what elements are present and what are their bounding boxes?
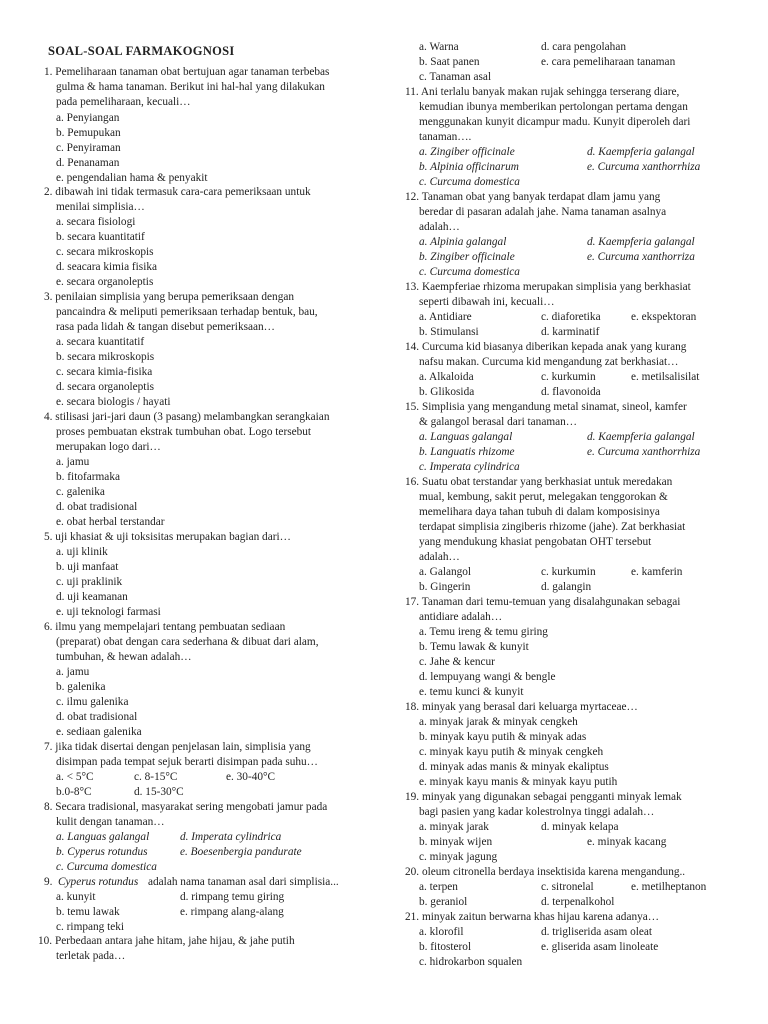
text-line: nafsu makan. Curcuma kid mengandung zat berkhasiat… [419,356,679,368]
text-line: a. Temu ireng & temu giring [419,626,548,638]
text-line: 2. dibawah ini tidak termasuk cara-cara pemeriksaan untuk [44,186,311,198]
text-line: e. cara pemeliharaan tanaman [541,56,676,68]
text-line: 18. minyak yang berasal dari keluarga myrtaceae… [405,701,638,713]
text-line: d. rimpang temu giring [180,891,285,903]
text-line: d. Kaempferia galangal [587,146,695,158]
text-line: c. hidrokarbon squalen [419,956,523,968]
text-line: antidiare adalah… [419,611,503,623]
text-line: a. Warna [419,41,459,53]
text-line: c. ilmu galenika [56,696,129,708]
text-line: e. gliserida asam linoleate [541,941,659,953]
text-line: e. metilheptanon [631,881,707,893]
text-line: d. galangin [541,581,592,593]
text-line: 15. Simplisia yang mengandung metal sinamat, sineol, kamfer [405,401,687,413]
text-line: disimpan pada tempat sejuk berarti disimpan pada suhu… [56,756,318,768]
text-line: b. Alpinia officinarum [419,161,519,173]
text-line: 20. oleum citronella berdaya insektisida karena mengandung.. [405,866,686,878]
text-line: 6. ilmu yang mempelajari tentang pembuatan sediaan [44,621,286,633]
text-line: 21. minyak zaitun berwarna khas hijau karena adanya… [405,911,660,923]
text-line: 16. Suatu obat terstandar yang berkhasiat untuk meredakan [405,476,673,488]
text-line: 9. [44,876,53,888]
text-line: mual, kembung, sakit perut, melegakan tenggorokan & [419,491,668,503]
text-line: e. Boesenbergia pandurate [180,846,302,858]
text-line: b. Zingiber officinale [419,251,515,263]
text-line: c. Curcuma domestica [419,176,520,188]
text-line: e. ekspektoran [631,311,697,323]
text-line: tanaman…. [419,131,472,143]
text-line: a. Penyiangan [56,112,120,124]
text-line: e. Curcuma xanthorrhiza [587,446,701,458]
text-line: d. terpenalkohol [541,896,615,908]
text-line: d. cara pengolahan [541,41,626,53]
text-line: e. minyak kayu manis & minyak kayu putih [419,776,618,788]
text-line: Cyperus rotundus [58,876,139,888]
text-line: c. Penyiraman [56,142,121,154]
text-line: menggunakan kunyit dicampur madu. Kunyit diperoleh dari [419,116,691,128]
text-line: c. secara mikroskopis [56,246,154,258]
text-line: b. temu lawak [56,906,120,918]
text-line: a. terpen [419,881,458,893]
text-line: b. uji manfaat [56,561,119,573]
text-line: a. Languas galangal [56,831,150,843]
text-line: bagi pasien yang kadar kolestrolnya tinggi adalah… [419,806,655,818]
text-line: d. seacara kimia fisika [56,261,157,273]
text-line: d. 15-30°C [134,786,184,798]
text-line: 12. Tanaman obat yang banyak terdapat dlam jamu yang [405,191,661,203]
text-line: 8. Secara tradisional, masyarakat sering mengobati jamur pada [44,801,328,813]
text-line: d. obat tradisional [56,501,138,513]
text-line: beredar di pasaran adalah jahe. Nama tanaman asalnya [419,206,667,218]
text-line: b. Temu lawak & kunyit [419,641,529,653]
text-line: menilai simplisia… [56,201,145,213]
text-line: c. Jahe & kencur [419,656,495,668]
text-line: d. Kaempferia galangal [587,236,695,248]
text-line: a. Languas galangal [419,431,513,443]
text-line: c. Curcuma domestica [419,266,520,278]
text-line: 5. uji khasiat & uji toksisitas merupakan bagian dari… [44,531,291,543]
text-line: a. Alkaloida [419,371,474,383]
text-line: e. secara biologis / hayati [56,396,171,408]
text-line: 3. penilaian simplisia yang berupa pemeriksaan dengan [44,291,295,303]
text-line: a. secara kuantitatif [56,336,145,348]
text-line: e. rimpang alang-alang [180,906,284,918]
text-line: (preparat) obat dengan cara sederhana & dibuat dari alam, [56,636,319,648]
text-line: a. kunyit [56,891,96,903]
text-line: e. secara organoleptis [56,276,154,288]
text-line: 11. Ani terlalu banyak makan rujak sehingga terserang diare, [405,86,680,98]
text-line: kulit dengan tanaman… [56,816,165,828]
text-line: b. minyak wijen [419,836,493,848]
text-line: b. secara kuantitatif [56,231,145,243]
text-line: b. Cyperus rotundus [56,846,148,858]
text-line: merupakan logo dari… [56,441,161,453]
text-line: e. uji teknologi farmasi [56,606,161,618]
text-line: e. 30-40°C [226,771,276,783]
text-line: e. Curcuma xanthorrhiza [587,161,701,173]
text-line: b. geraniol [419,896,468,908]
text-line: d. secara organoleptis [56,381,154,393]
text-line: a. uji klinik [56,546,108,558]
text-line: b. secara mikroskopis [56,351,155,363]
text-line: c. Tanaman asal [419,71,492,83]
text-line: rasa pada lidah & tangan disebut pemeriksaan… [56,321,275,333]
text-line: tumbuhan, & hewan adalah… [56,651,192,663]
text-line: d. Penanaman [56,157,120,169]
text-line: e. temu kunci & kunyit [419,686,524,698]
page-title: SOAL-SOAL FARMAKOGNOSI [48,44,235,58]
text-line: e. pengendalian hama & penyakit [56,172,208,184]
text-line: c. kurkumin [541,566,596,578]
text-line: b. minyak kayu putih & minyak adas [419,731,587,743]
text-line: b. Pemupukan [56,127,121,139]
text-line: c. kurkumin [541,371,596,383]
text-line: terdapat simplisia zingiberis rhizome (jahe). Zat berkhasiat [419,521,686,533]
text-line: d. karminatif [541,326,600,338]
text-line: memelihara daya tahan tubuh di dalam komposisinya [419,506,660,518]
text-line: b. Stimulansi [419,326,479,338]
text-line: c. sitronelal [541,881,594,893]
text-line: proses pembuatan ekstrak tumbuhan obat. Logo tersebut [56,426,312,438]
text-line: b. Languatis rhizome [419,446,515,458]
text-line: b. fitosterol [419,941,472,953]
text-line: d. minyak adas manis & minyak ekaliptus [419,761,609,773]
text-line: 14. Curcuma kid biasanya diberikan kepada anak yang kurang [405,341,687,353]
text-line: adalah… [419,221,460,233]
text-line: gulma & hama tanaman. Berikut ini hal-hal yang dilakukan [56,81,325,93]
text-line: a. minyak jarak & minyak cengkeh [419,716,578,728]
text-line: e. Curcuma xanthorriza [587,251,695,263]
text-line: b.0-8°C [56,786,92,798]
text-line: a. Antidiare [419,311,472,323]
text-line: 13. Kaempferiae rhizoma merupakan simplisia yang berkhasiat [405,281,691,293]
text-line: c. diaforetika [541,311,601,323]
text-line: d. lempuyang wangi & bengle [419,671,556,683]
text-line: d. trigliserida asam oleat [541,926,653,938]
text-line: pada pemeliharaan, kecuali… [56,96,191,108]
text-line: c. 8-15°C [134,771,178,783]
text-line: a. minyak jarak [419,821,489,833]
text-line: a. Zingiber officinale [419,146,515,158]
text-line: c. minyak kayu putih & minyak cengkeh [419,746,604,758]
text-line: a. < 5°C [56,771,94,783]
text-line: 4. stilisasi jari-jari daun (3 pasang) melambangkan serangkaian [44,411,330,423]
text-line: e. sediaan galenika [56,726,142,738]
text-line: e. kamferin [631,566,683,578]
text-line: & galangol berasal dari tanaman… [419,416,578,428]
text-line: e. obat herbal terstandar [56,516,165,528]
text-line: a. jamu [56,666,90,678]
text-line: adalah… [419,551,460,563]
text-line: a. klorofil [419,926,464,938]
text-line: 7. jika tidak disertai dengan penjelasan lain, simplisia yang [44,741,311,753]
text-line: d. Kaempferia galangal [587,431,695,443]
text-line: 1. Pemeliharaan tanaman obat bertujuan agar tanaman terbebas [44,66,330,78]
text-line: b. galenika [56,681,106,693]
text-line: a. secara fisiologi [56,216,136,228]
text-line: a. Galangol [419,566,472,578]
text-line: 17. Tanaman dari temu-temuan yang disalahgunakan sebagai [405,596,681,608]
text-line: c. uji praklinik [56,576,123,588]
text-line: kemudian ibunya memberikan pertolongan pertama dengan [419,101,688,113]
text-line: seperti dibawah ini, kecuali… [419,296,555,308]
text-line: d. obat tradisional [56,711,138,723]
text-line: c. secara kimia-fisika [56,366,153,378]
text-line: d. uji keamanan [56,591,128,603]
text-line: d. Imperata cylindrica [180,831,282,843]
text-line: a. Alpinia galangal [419,236,507,248]
text-line: c. rimpang teki [56,921,125,933]
text-line: c. Curcuma domestica [56,861,157,873]
text-line: d. minyak kelapa [541,821,619,833]
text-line: adalah nama tanaman asal dari simplisia... [148,876,339,888]
text-line: e. minyak kacang [587,836,667,848]
text-line: b. fitofarmaka [56,471,120,483]
text-line: e. metilsalisilat [631,371,700,383]
text-line: 19. minyak yang digunakan sebagai pengganti minyak lemak [405,791,682,803]
text-line: b. Saat panen [419,56,480,68]
text-line: terletak pada… [56,950,126,962]
text-line: c. Imperata cylindrica [419,461,520,473]
text-line: c. galenika [56,486,105,498]
text-line: d. flavonoida [541,386,601,398]
text-line: b. Gingerin [419,581,471,593]
text-line: b. Glikosida [419,386,475,398]
text-line: pancaindra & meliputi pemeriksaan terhadap bentuk, bau, [56,306,318,318]
text-line: c. minyak jagung [419,851,498,863]
text-line: yang mendukung khasiat pengobatan OHT tersebut [419,536,652,548]
text-line: a. jamu [56,456,90,468]
text-line: 10. Perbedaan antara jahe hitam, jahe hijau, & jahe putih [38,935,295,947]
